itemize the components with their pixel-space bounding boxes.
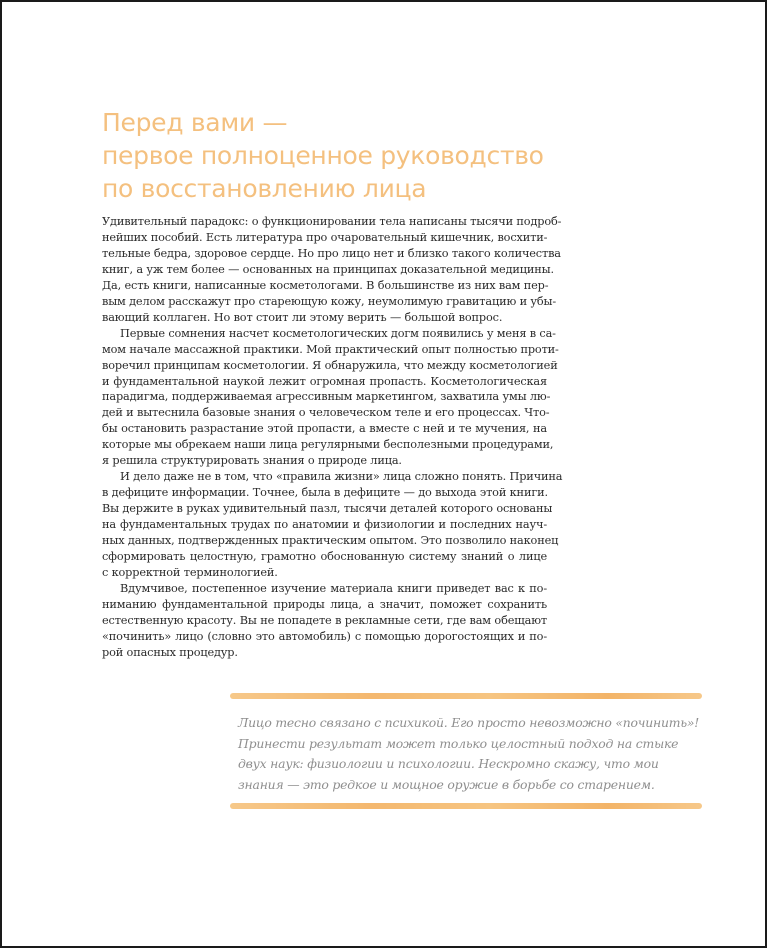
heading-line: по восстановлению лица <box>102 174 427 203</box>
heading-line: Перед вами — <box>102 108 288 137</box>
body-line: и фундаментальной наукой лежит огромная пропасть. Косметологическая <box>102 374 547 388</box>
quote-line: Принести результат может только целостный подход на стыке <box>238 735 679 751</box>
body-line: «починить» лицо (словно это автомобиль) с помощью дорогостоящих и по- <box>102 629 547 643</box>
body-line: парадигма, поддерживаемая агрессивным маркетингом, захватила умы лю- <box>102 390 551 404</box>
body-line: сформировать целостную, грамотно обоснованную систему знаний о лице <box>102 550 547 564</box>
body-line: книг, а уж тем более — основанных на принципах доказательной медицины. <box>102 262 554 276</box>
body-line: вающий коллаген. Но вот стоит ли этому верить — большой вопрос. <box>102 310 503 324</box>
quote-bottom-highlight-stroke <box>230 803 702 809</box>
quote-line: двух наук: физиологии и психологии. Нескромно скажу, что мои <box>238 756 659 771</box>
chapter-heading <box>102 106 662 205</box>
body-line: дей и вытеснила базовые знания о человеческом теле и его процессах. Что- <box>102 406 550 420</box>
body-line: нейших пособий. Есть литература про очаровательный кишечник, восхити- <box>102 230 548 244</box>
body-line: в дефиците информации. Точнее, была в дефиците — до выхода этой книги. <box>102 486 548 500</box>
body-line: Первые сомнения насчет косметологических догм появились у меня в са- <box>120 326 556 340</box>
body-line: бы остановить разрастание этой пропасти, а вместе с ней и те мучения, на <box>102 422 547 436</box>
body-line: ниманию фундаментальной природы лица, а значит, поможет сохранить <box>102 597 547 611</box>
pull-quote <box>238 713 698 795</box>
body-line: И дело даже не в том, что «правила жизни» лица сложно понять. Причина <box>120 470 563 484</box>
quote-top-highlight-stroke <box>230 693 702 699</box>
body-line: мом начале массажной практики. Мой практический опыт полностью проти- <box>102 342 559 356</box>
body-line: Удивительный парадокс: о функционировании тела написаны тысячи подроб- <box>102 215 562 228</box>
body-line: на фундаментальных трудах по анатомии и физиологии и последних науч- <box>102 518 547 532</box>
body-line: естественную красоту. Вы не попадете в рекламные сети, где вам обещают <box>102 613 547 627</box>
body-line: рой опасных процедур. <box>102 645 238 659</box>
quote-line: знания — это редкое и мощное оружие в борьбе со старением. <box>238 776 655 792</box>
heading-line: первое полноценное руководство <box>102 141 544 170</box>
body-line: Да, есть книги, написанные косметологами. В большинстве из них вам пер- <box>102 278 549 292</box>
body-text <box>102 214 563 661</box>
body-line: я решила структурировать знания о природе лица. <box>102 454 402 468</box>
quote-line: Лицо тесно связано с психикой. Его просто невозможно «починить»! <box>238 715 700 730</box>
body-line: вым делом расскажут про стареющую кожу, неумолимую гравитацию и убы- <box>102 294 557 308</box>
body-line: с корректной терминологией. <box>102 565 278 579</box>
body-line: Вдумчивое, постепенное изучение материала книги приведет вас к по- <box>120 581 547 595</box>
body-line: тельные бедра, здоровое сердце. Но про лицо нет и близко такого количества <box>102 246 561 260</box>
body-line: Вы держите в руках удивительный пазл, тысячи деталей которого основаны <box>102 502 553 516</box>
body-line: ных данных, подтвержденных практическим опытом. Это позволило наконец <box>102 534 559 548</box>
body-line: которые мы обрекаем наши лица регулярными бесполезными процедурами, <box>102 438 554 452</box>
body-line: воречил принципам косметологии. Я обнаружила, что между косметологией <box>102 358 558 372</box>
